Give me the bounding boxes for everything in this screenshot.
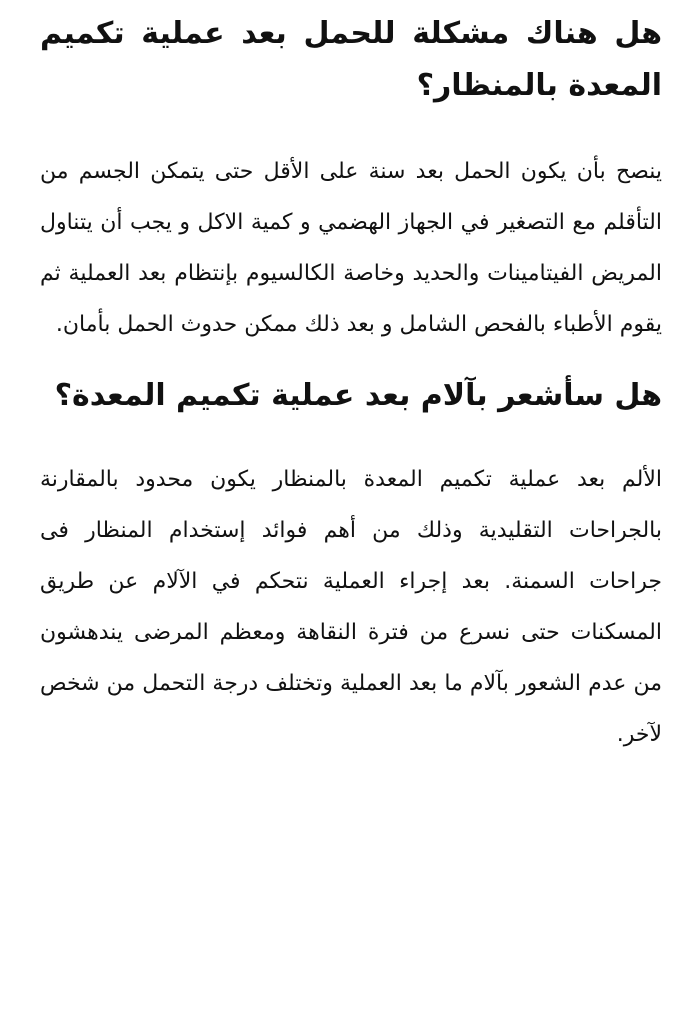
section-body-pregnancy: ينصح بأن يكون الحمل بعد سنة على الأقل حتى يتمكن الجسم من التأقلم مع التصغير في الجهاز الهضمي و كمية الاكل و يجب أن يتناول المريض الفيتامينات والحديد وخاصة الكالسيوم بإنتظام بعد العملية ثم يقوم الأطباء بالفحص الشامل و بعد ذلك ممكن حدوث الحمل بأمان. xyxy=(40,159,662,337)
section-body-pain: الألم بعد عملية تكميم المعدة بالمنظار يكون محدود بالمقارنة بالجراحات التقليدية وذلك من أهم فوائد إستخدام المنظار فى جراحات السمنة. بعد إجراء العملية نتحكم في الآلام عن طريق المسكنات حتى نسرع من فترة النقاهة ومعظم المرضى يندهشون من عدم الشعور بآلام ما بعد العملية وتختلف درجة التحمل من شخص لآخر. xyxy=(40,467,662,747)
section-heading-pain: هل سأشعر بآلام بعد عملية تكميم المعدة؟ xyxy=(54,378,662,413)
spacer xyxy=(40,422,662,454)
spacer xyxy=(40,350,662,370)
article xyxy=(40,8,662,760)
spacer xyxy=(40,112,662,146)
section-heading-pregnancy: هل هناك مشكلة للحمل بعد عملية تكميم المعدة بالمنظار؟ xyxy=(40,16,662,103)
